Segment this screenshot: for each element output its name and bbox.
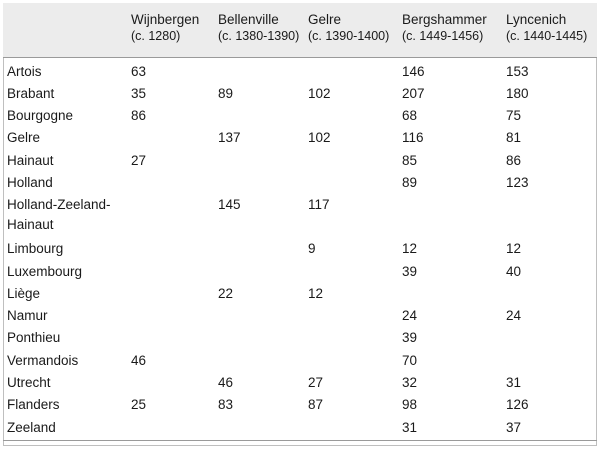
value-cell: 9 [308,241,316,257]
value-cell [308,306,402,328]
value-cell [131,328,218,350]
column-name: Bellenville [218,12,279,27]
column-date: (c. 1280) [131,29,181,43]
value-cell [308,418,402,441]
column-name: Lyncenich [506,12,567,27]
value-cell: 85 [402,152,418,168]
column-date: (c. 1390-1400) [308,29,390,43]
value-cell: 117 [308,197,330,213]
table-row [3,328,597,350]
value-cell: 12 [402,241,418,257]
region-cell: Holland [7,174,53,190]
value-cell: 31 [402,418,506,441]
value-cell [131,239,218,261]
value-cell [308,262,402,284]
column-date: (c. 1440-1445) [506,29,588,43]
value-cell [131,306,218,328]
column-name: Wijnbergen [131,12,200,27]
region-label: Holland-Zeeland-Hainaut [7,197,111,233]
value-cell [308,351,402,373]
value-cell: 89 [402,174,418,190]
value-cell: 63 [131,63,147,79]
region-cell: Liège [7,285,41,301]
value-cell: 68 [402,108,418,124]
value-cell: 24 [506,308,522,324]
value-cell: 12 [506,241,522,257]
column-name: Bergshammer [402,12,487,27]
value-cell: 37 [506,418,597,441]
value-cell: 123 [506,174,529,190]
value-cell: 207 [402,85,425,101]
table-row [3,106,597,128]
table-row [3,195,597,239]
value-cell: 145 [218,197,241,213]
value-cell [308,151,402,173]
region-cell: Gelre [7,130,41,146]
table-row [3,262,597,284]
value-cell: 25 [131,397,147,413]
value-cell: 32 [402,375,418,391]
table-row [3,57,597,84]
value-cell: 153 [506,63,529,79]
value-cell: 137 [218,130,241,146]
value-cell: 70 [402,352,418,368]
region-cell: Limbourg [7,241,64,257]
value-cell [308,106,402,128]
region-cell [3,195,131,239]
value-cell: 12 [308,285,324,301]
value-cell: 102 [308,130,331,146]
value-cell [218,173,308,195]
value-cell [402,195,506,239]
value-cell: 180 [506,85,529,101]
value-cell: 81 [506,130,522,146]
value-cell [308,57,402,84]
value-cell: 35 [131,85,147,101]
region-cell: Brabant [7,85,55,101]
value-cell [131,373,218,395]
value-cell [131,195,218,239]
value-cell: 24 [402,308,418,324]
armorial-table [3,3,597,441]
value-cell: 102 [308,85,331,101]
value-cell [218,351,308,373]
value-cell: 87 [308,397,324,413]
value-cell [218,262,308,284]
value-cell: 116 [402,130,424,146]
value-cell: 27 [308,375,324,391]
table-row [3,84,597,106]
value-cell [506,328,597,350]
value-cell [218,239,308,261]
table-row [3,173,597,195]
value-cell [131,284,218,306]
column-date: (c. 1449-1456) [402,29,484,43]
value-cell [131,128,218,150]
value-cell [308,328,402,350]
value-cell: 86 [131,108,147,124]
region-cell: Bourgogne [7,108,74,124]
value-cell [218,418,308,441]
value-cell [131,418,218,441]
header-row [3,3,597,57]
value-cell [218,306,308,328]
value-cell [218,151,308,173]
region-cell: Ponthieu [7,330,61,346]
value-cell: 126 [506,397,529,413]
value-cell: 39 [402,263,418,279]
value-cell [131,173,218,195]
value-cell [218,57,308,84]
region-cell: Flanders [7,397,60,413]
value-cell [402,284,506,306]
value-cell: 146 [402,63,425,79]
table-row [3,351,597,373]
value-cell: 39 [402,330,418,346]
value-cell [506,351,597,373]
table-row [3,284,597,306]
value-cell [218,106,308,128]
table-row [3,151,597,173]
value-cell [506,284,597,306]
value-cell: 75 [506,108,522,124]
column-date: (c. 1380-1390) [218,29,300,43]
table-row [3,373,597,395]
region-cell: Vermandois [7,352,79,368]
value-cell: 31 [506,375,522,391]
value-cell: 27 [131,152,147,168]
region-cell: Namur [7,308,48,324]
value-cell: 98 [402,397,418,413]
header-cell-lyncenich [506,3,597,57]
header-cell-wijnbergen [131,3,218,57]
value-cell: 40 [506,263,522,279]
table-row [3,306,597,328]
region-cell: Zeeland [3,418,131,441]
value-cell: 22 [218,285,234,301]
value-cell [131,262,218,284]
header-cell-bellenville [218,3,308,57]
region-cell: Luxembourg [7,263,83,279]
table-row [3,239,597,261]
column-name: Gelre [308,12,342,27]
table-row [3,128,597,150]
table-row [3,418,597,441]
region-cell: Artois [7,63,42,79]
value-cell: 46 [131,352,147,368]
value-cell: 46 [218,375,234,391]
value-cell [308,173,402,195]
region-cell: Utrecht [7,375,51,391]
value-cell [218,328,308,350]
value-cell: 83 [218,397,234,413]
value-cell: 89 [218,85,234,101]
header-cell-region [3,3,131,57]
header-cell-bergshammer [402,3,506,57]
value-cell: 86 [506,152,522,168]
value-cell [506,195,597,239]
header-cell-gelre [308,3,402,57]
table-row [3,395,597,417]
region-cell: Hainaut [7,152,54,168]
